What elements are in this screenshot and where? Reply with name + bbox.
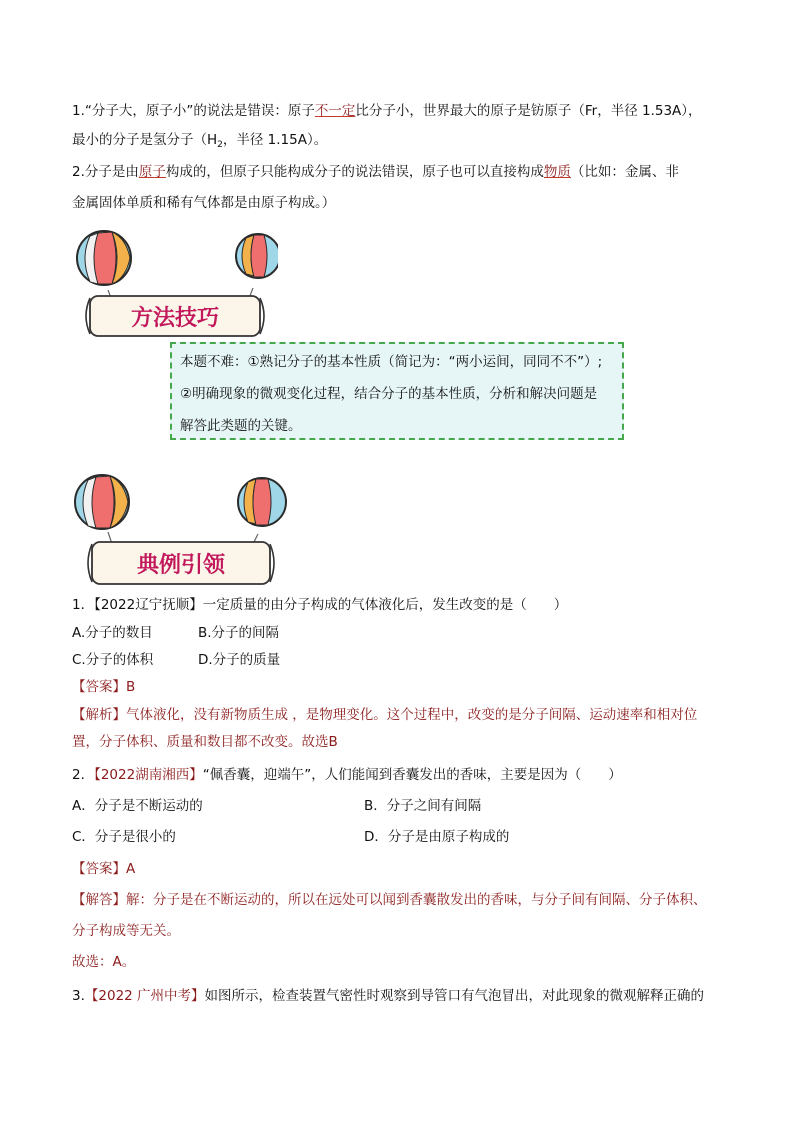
q2-option-a: A．分子是不断运动的 (72, 798, 203, 814)
q3-stem: 3.【2022 广州中考】如图所示，检查装置气密性时观察到导管口有气泡冒出，对此现象的微观解释正确的 (72, 988, 705, 1004)
q1-option-b: B.分子的间隔 (198, 625, 280, 641)
q1-analysis-line2: 置，分子体积、质量和数目都不改变。故选B (72, 734, 338, 750)
q2-answer: 【答案】A (72, 861, 136, 877)
q2-stem: 2．【2022湖南湘西】“佩香囊，迎端午”，人们能闻到香囊发出的香味，主要是因为（ ） (72, 767, 622, 783)
q2-analysis-line2: 分子构成等无关。 (72, 923, 180, 939)
q2-option-d: D．分子是由原子构成的 (364, 829, 510, 845)
example-banner (68, 470, 290, 590)
intro-item1-line1: 1.“分子大，原子小”的说法是错误：原子不一定比分子小，世界最大的原子是钫原子（Fr，半径 1.53A）， (72, 103, 702, 119)
q1-analysis-line1: 【解析】气体液化，没有新物质生成 ，是物理变化。这个过程中，改变的是分子间隔、运动速率和相对位 (72, 707, 698, 723)
tip-box (170, 342, 624, 440)
intro-item2-line1: 2.分子是由原子构成的，但原子只能构成分子的说法错误，原子也可以直接构成物质（比如：金属、非 (72, 164, 679, 180)
balloon-right-icon (238, 478, 286, 526)
q1-option-a: A.分子的数目 (72, 625, 153, 641)
balloon-left-icon (75, 475, 129, 529)
q2-option-c: C．分子是很小的 (72, 829, 176, 845)
q1-option-d: D.分子的质量 (198, 652, 281, 668)
balloon-left-icon (77, 231, 131, 285)
q2-analysis-line1: 【解答】解：分子是在不断运动的，所以在远处可以闻到香囊散发出的香味，与分子间有间隔、分子体积、 (72, 892, 707, 908)
tip-line-2: ②明确现象的微观变化过程，结合分子的基本性质，分析和解决问题是 (180, 386, 598, 402)
intro-item1-line2: 最小的分子是氢分子（$H_2$，半径 1.15A）。 (72, 132, 328, 150)
method-banner-title: 方法技巧 (130, 305, 220, 331)
q1-answer: 【答案】B (72, 679, 136, 695)
q2-option-b: B．分子之间有间隔 (364, 798, 482, 814)
method-banner (68, 228, 278, 340)
q1-option-c: C.分子的体积 (72, 652, 154, 668)
tip-line-1: 本题不难：①熟记分子的基本性质（简记为：“两小运间，同同不不”）; (180, 354, 603, 370)
balloon-right-icon (236, 234, 278, 278)
tip-line-3: 解答此类题的关键。 (180, 418, 302, 434)
example-banner-title: 典例引领 (136, 552, 226, 578)
q1-stem: 1．【2022辽宁抚顺】一定质量的由分子构成的气体液化后，发生改变的是（ ） (72, 597, 568, 613)
intro-item2-line2: 金属固体单质和稀有气体都是由原子构成。） (72, 195, 336, 211)
q2-conclusion: 故选：A。 (72, 954, 136, 970)
